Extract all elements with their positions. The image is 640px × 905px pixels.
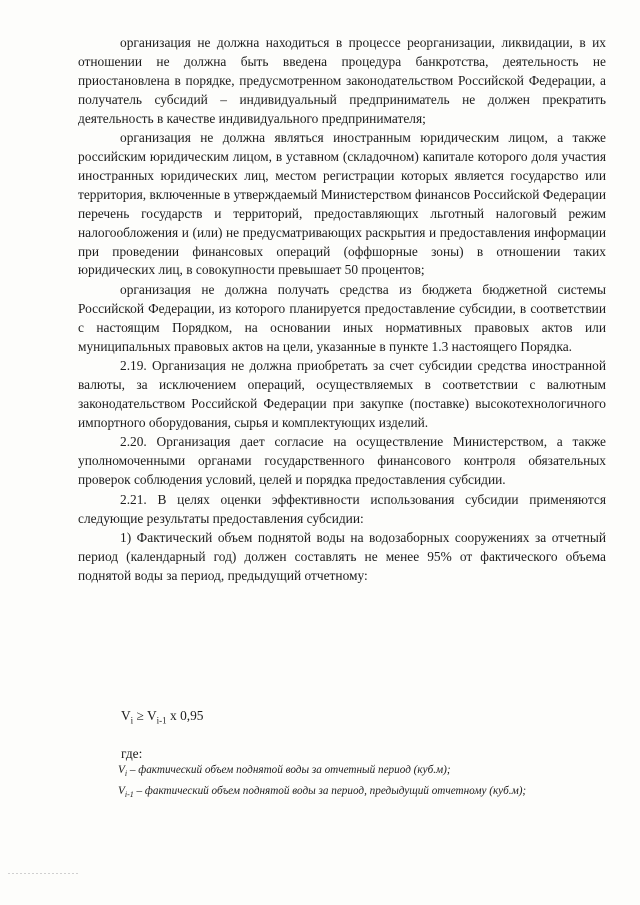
- definition-text: – фактический объем поднятой воды за период, предыдущий отчетному (куб.м);: [133, 785, 527, 797]
- body-text: [78, 34, 606, 586]
- paragraph-2-20: 2.20. Организация дает согласие на осуществление Министерством, а также уполномоченными органами государственного финансового контроля обязательных проверок соблюдения условий, целей и порядка предоставления субсидии.: [78, 434, 606, 488]
- where-label: где:: [121, 746, 143, 761]
- definition-symbol: V: [118, 764, 125, 776]
- formula: [121, 708, 204, 726]
- definition-subscript: i-1: [124, 790, 134, 800]
- formula-op: ≥: [133, 708, 147, 723]
- definition-symbol: V: [118, 785, 125, 797]
- definition-subscript: i: [124, 769, 128, 779]
- formula-rhs: V: [147, 708, 157, 723]
- formula-lhs-sub: i: [130, 715, 134, 726]
- definition-text: – фактический объем поднятой воды за отчетный период (куб.м);: [127, 764, 451, 776]
- paragraph-foreign-entity: организация не должна являться иностранным юридическим лицом, а также российским юридическим лицом, в уставном (складочном) капитале которого доля участия иностранных юридических лиц, местом регистрации которых является государство или территория, включенные в утверждаемый Министерством финансов Российской Федерации перечень государств и территорий, предоставляющих льготный налоговый режим налогообложения и (или) не предусматривающих раскрытия и предоставления информации при проведении финансовых операций (оффшорные зоны) в отношении таких юридических лиц, в совокупности превышает 50 процентов;: [78, 130, 606, 278]
- paragraph-result-1: 1) Фактический объем поднятой воды на водозаборных сооружениях за отчетный период (календарный год) должен составлять не менее 95% от фактического объема поднятой воды за период, предыдущий отчетному:: [78, 530, 606, 583]
- formula-lhs: V: [121, 708, 131, 723]
- paragraph-budget-funds: организация не должна получать средства из бюджета бюджетной системы Российской Федерации, из которого планируется предоставление субсидии, в соответствии с настоящим Порядком, на основании иных нормативных правовых актов или муниципальных правовых актов на цели, указанные в пункте 1.3 настоящего Порядка.: [78, 281, 606, 354]
- paragraph-2-19: 2.19. Организация не должна приобретать за счет субсидии средства иностранной валюты, за исключением операций, осуществляемых в соответствии с валютным законодательством Российской Федерации при закупке (поставке) высокотехнологичного импортного оборудования, сырья и комплектующих изделий.: [78, 358, 606, 430]
- scan-artifact: [8, 873, 78, 874]
- formula-rhs-sub: i-1: [156, 715, 167, 726]
- definition-vi-1: [118, 785, 526, 799]
- paragraph-reorganization: организация не должна находиться в процессе реорганизации, ликвидации, в их отношении не должна быть введена процедура банкротства, деятельность не приостановлена в порядке, предусмотренном законодательством Российской Федерации, а получатель субсидий – индивидуальный предприниматель не должен прекратить деятельность в качестве индивидуального предпринимателя;: [78, 35, 606, 126]
- paragraph-2-21: 2.21. В целях оценки эффективности использования субсидии применяются следующие результаты предоставления субсидии:: [78, 491, 606, 526]
- definition-vi: [118, 764, 451, 778]
- formula-tail: x 0,95: [166, 708, 204, 723]
